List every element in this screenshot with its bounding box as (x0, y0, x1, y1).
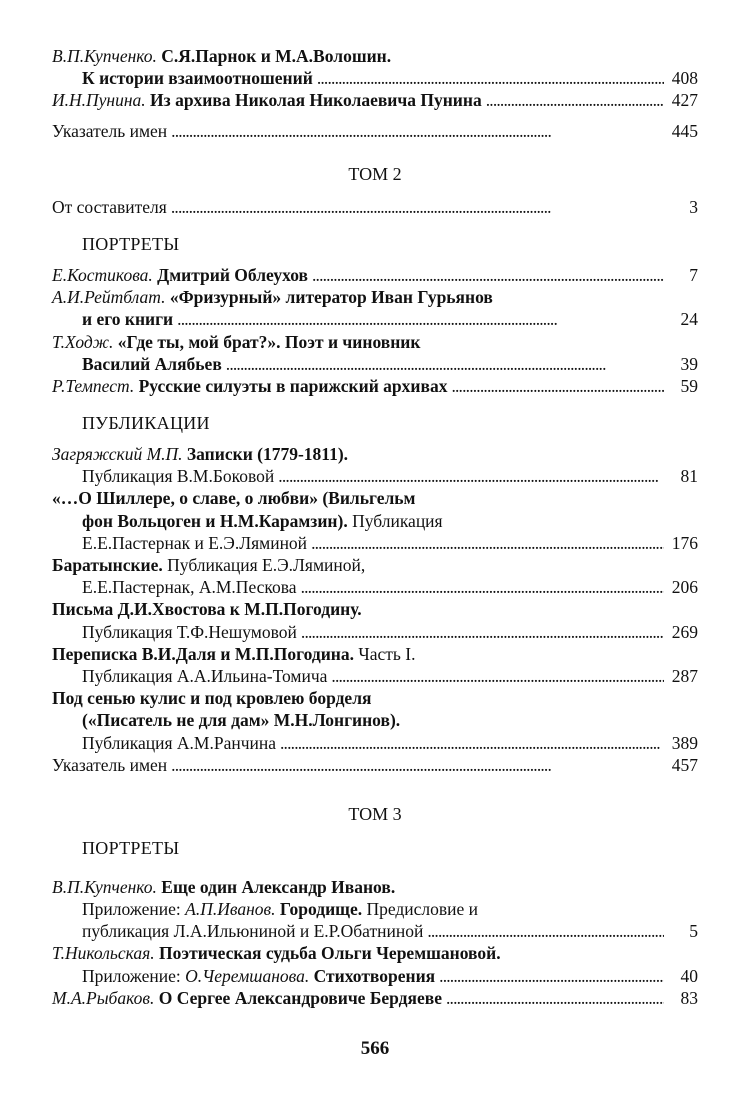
entry-text: От составителя (52, 196, 167, 217)
entry-title: Письма Д.И.Хвостова к М.П.Погодину. (52, 599, 362, 620)
page-ref: 83 (680, 987, 698, 1008)
entry-text: Публикация В.М.Боковой (82, 466, 275, 487)
toc-entry (52, 67, 698, 89)
leader-dots (486, 89, 664, 111)
entry-text: Е.Е.Пастернак и Е.Э.Ляминой (82, 532, 308, 553)
leader-dots (446, 987, 664, 1009)
entry-title: Еще один Александр Иванов. (161, 876, 396, 897)
entry-title: Стихотворения (313, 965, 436, 986)
entry-text: Указатель имен (52, 754, 168, 775)
toc-entry (52, 898, 698, 920)
section-heading: ПУБЛИКАЦИИ (82, 413, 210, 434)
toc-entry (52, 987, 698, 1009)
toc-entry (52, 687, 698, 709)
entry-author: А.П.Иванов. (185, 899, 276, 920)
toc-entry (52, 487, 698, 509)
toc-entry (52, 286, 698, 308)
volume-heading: ТОМ 3 (348, 803, 402, 824)
entry-title: Под сенью кулис и под кровлею борделя (52, 688, 372, 709)
entry-title: Записки (1779-1811). (186, 444, 349, 465)
toc-entry (52, 942, 698, 964)
leader-dots (439, 965, 664, 987)
leader-dots (301, 576, 664, 598)
entry-title: «Фризурный» литератор Иван Гурьянов (169, 287, 493, 308)
page-ref: 408 (671, 68, 698, 89)
entry-text: Публикация Е.Э.Ляминой, (167, 555, 366, 575)
toc-entry (52, 621, 698, 643)
section-heading: ПОРТРЕТЫ (82, 233, 180, 254)
toc-entry (52, 89, 698, 111)
toc-entry (52, 709, 698, 731)
toc-entry (52, 965, 698, 987)
toc-entry (52, 532, 698, 554)
entry-title: «…О Шиллере, о славе, о любви» (Вильгельм (52, 488, 416, 509)
toc-entry (52, 732, 698, 754)
entry-text: Публикация Т.Ф.Нешумовой (82, 621, 297, 642)
leader-dots (280, 732, 664, 754)
table-of-contents (52, 45, 698, 1009)
page-ref: 427 (671, 90, 698, 111)
entry-author: Р.Темпест. (52, 375, 135, 396)
section-heading: ПОРТРЕТЫ (82, 837, 180, 858)
entry-text: Публикация (352, 510, 443, 531)
entry-text: Предисловие и (366, 899, 479, 920)
toc-entry (52, 353, 698, 375)
entry-title: О Сергее Александровиче Бердяеве (158, 987, 442, 1008)
entry-title: («Писатель не для дам» М.Н.Лонгинов). (82, 710, 401, 731)
page-ref: 389 (671, 732, 698, 753)
entry-author: В.П.Купченко. (52, 876, 157, 897)
toc-entry (52, 331, 698, 353)
entry-title: Баратынские. (52, 555, 163, 575)
entry-text: Публикация А.М.Ранчина (82, 732, 276, 753)
toc-entry (52, 754, 698, 776)
toc-entry (52, 665, 698, 687)
page-ref: 176 (671, 532, 698, 553)
toc-entry (52, 598, 698, 620)
toc-entry (52, 510, 698, 532)
page-ref: 269 (671, 621, 698, 642)
toc-entry (52, 120, 698, 142)
entry-author: Е.Костикова. (52, 264, 153, 285)
entry-text: Указатель имен (52, 120, 168, 141)
toc-entry (52, 45, 698, 67)
toc-entry (52, 264, 698, 286)
page-ref: 40 (680, 965, 698, 986)
leader-dots (226, 353, 664, 375)
toc-entry (52, 920, 698, 942)
entry-title: фон Вольцоген и Н.М.Карамзин). (82, 510, 348, 531)
toc-entry (52, 643, 698, 665)
page-ref: 206 (671, 577, 698, 598)
leader-dots (451, 375, 664, 397)
leader-dots (312, 264, 664, 286)
volume-heading: ТОМ 2 (348, 163, 402, 184)
entry-title: Василий Алябьев (82, 353, 222, 374)
entry-title: Городище. (279, 899, 363, 920)
toc-entry (52, 876, 698, 898)
leader-dots (317, 67, 664, 89)
entry-title: Русские силуэты в парижский архивах (138, 375, 448, 396)
entry-title: Переписка В.И.Даля и М.П.Погодина. (52, 643, 354, 664)
page-ref: 5 (689, 921, 698, 942)
entry-author: А.И.Рейтблат. (52, 287, 166, 308)
page-ref: 39 (680, 353, 698, 374)
entry-title: Поэтическая судьба Ольги Черемшановой. (158, 943, 501, 964)
entry-text: Публикация А.А.Ильина-Томича (82, 665, 328, 686)
entry-text: Е.Е.Пастернак, А.М.Пескова (82, 577, 297, 598)
page-ref: 445 (671, 120, 698, 141)
entry-title: С.Я.Парнок и М.А.Волошин. (161, 46, 392, 66)
entry-text: Приложение: (82, 965, 181, 986)
entry-author: М.А.Рыбаков. (52, 987, 155, 1008)
page-ref: 59 (680, 375, 698, 396)
toc-entry (52, 443, 698, 465)
leader-dots (311, 532, 664, 554)
toc-entry (52, 375, 698, 397)
entry-text: Приложение: (82, 899, 181, 920)
leader-dots (331, 665, 664, 687)
leader-dots (171, 196, 664, 218)
toc-entry (52, 196, 698, 218)
leader-dots (278, 465, 664, 487)
leader-dots (427, 920, 664, 942)
entry-title: «Где ты, мой брат?». Поэт и чиновник (117, 331, 421, 352)
leader-dots (177, 308, 664, 330)
toc-entry (52, 308, 698, 330)
entry-author: И.Н.Пунина. (52, 90, 146, 111)
entry-author: О.Черемшанова. (185, 965, 310, 986)
toc-entry (52, 465, 698, 487)
page-number: 566 (360, 1038, 390, 1059)
entry-title: и его книги (82, 309, 174, 330)
entry-author: Т.Ходж. (52, 331, 114, 352)
entry-title: Из архива Николая Николаевича Пунина (150, 90, 482, 111)
page-ref: 287 (671, 665, 698, 686)
page-ref: 24 (680, 309, 698, 330)
leader-dots (301, 621, 664, 643)
entry-text: публикация Л.А.Ильюниной и Е.Р.Обатниной (82, 921, 424, 942)
leader-dots (171, 754, 664, 776)
toc-entry (52, 576, 698, 598)
entry-author: Т.Никольская. (52, 943, 155, 964)
page-ref: 457 (671, 754, 698, 775)
page-ref: 3 (689, 196, 698, 217)
entry-text: Часть I. (358, 643, 416, 664)
entry-author: Загряжский М.П. (52, 444, 183, 465)
entry-title: К истории взаимоотношений (82, 68, 313, 89)
leader-dots (171, 120, 664, 142)
entry-author: В.П.Купченко. (52, 46, 157, 66)
toc-entry (52, 554, 698, 576)
entry-title: Дмитрий Облеухов (157, 264, 308, 285)
page-ref: 7 (689, 264, 698, 285)
page-ref: 81 (680, 466, 698, 487)
